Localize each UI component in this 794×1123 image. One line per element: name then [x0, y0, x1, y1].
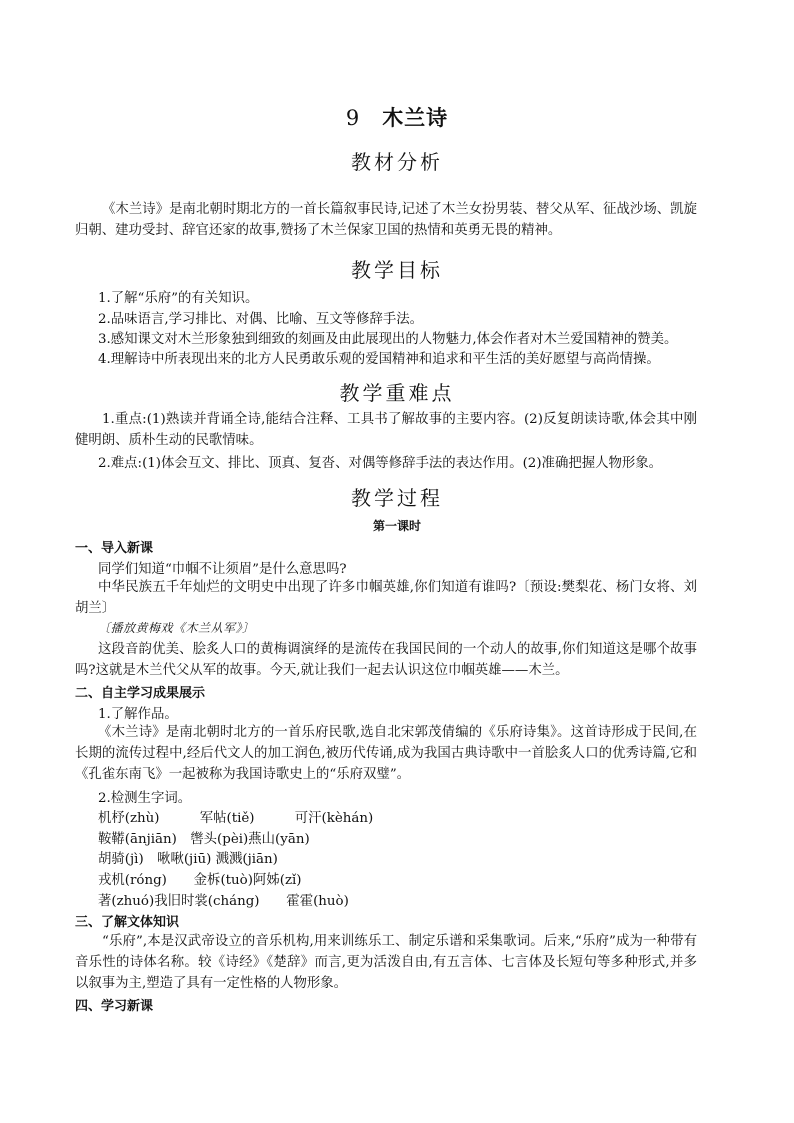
heading-intro: 一、导入新课	[75, 541, 154, 556]
section-goals-heading: 教学目标	[351, 258, 443, 282]
lesson-title	[0, 102, 794, 132]
goal-item: 1.了解“乐府”的有关知识。	[98, 291, 259, 306]
vocab-line: 戎机(róng) 金柝(tuò)阿姊(zǐ)	[98, 873, 302, 888]
vocab-line: 机杼(zhù) 军帖(tiě) 可汗(kèhán)	[98, 811, 374, 826]
goal-item: 3.感知课文对木兰形象独到细致的刻画及由此展现出的人物魅力,体会作者对木兰爱国精神的赞美。	[98, 332, 678, 347]
goal-item: 2.品味语言,学习排比、对偶、比喻、互文等修辞手法。	[98, 312, 424, 327]
intro-paragraph-2: 这段音韵优美、脍炙人口的黄梅调演绎的是流传在我国民间的一个动人的故事,你们知道这是哪个故事吗?这就是木兰代父从军的故事。今天,就让我们一起去认识这位巾帼英雄——木兰。	[75, 642, 697, 678]
section-key-heading: 教学重难点	[339, 381, 455, 405]
heading-self-study: 二、自主学习成果展示	[75, 686, 206, 701]
difficult-point-paragraph: 2.难点:(1)体会互文、排比、顶真、复沓、对偶等修辞手法的表达作用。(2)准确把握人物形象。	[98, 456, 663, 471]
lesson-number: 9	[345, 106, 361, 130]
self-study-item-2: 2.检测生字词。	[98, 791, 192, 806]
section-process-heading: 教学过程	[351, 486, 443, 510]
genre-paragraph: “乐府”,本是汉武帝设立的音乐机构,用来训练乐工、制定乐谱和采集歌词。后来,“乐府”成为一种带有音乐性的诗体名称。较《诗经》《楚辞》而言,更为活泼自由,有五言体、七言体及长短句等多种形式,并多以叙事为主,塑造了具有一定性格的人物形象。	[75, 934, 697, 991]
vocab-line: 胡骑(jì) 啾啾(jiū) 溅溅(jiān)	[98, 852, 278, 867]
work-intro-paragraph: 《木兰诗》是南北朝时北方的一首乐府民歌,选自北宋郭茂倩编的《乐府诗集》。这首诗形成于民间,在长期的流传过程中,经后代文人的加工润色,被历代传诵,成为我国古典诗歌中一首脍炙人口的优秀诗篇,它和《孔雀东南飞》一起被称为我国诗歌史上的“乐府双璧”。	[75, 725, 697, 782]
heading-new-lesson: 四、学习新课	[75, 999, 154, 1014]
key-point-paragraph: 1.重点:(1)熟读并背诵全诗,能结合注释、工具书了解故事的主要内容。(2)反复朗读诗歌,体会其中刚健明朗、质朴生动的民歌情味。	[75, 412, 697, 448]
intro-question: 同学们知道“巾帼不让须眉”是什么意思吗?	[98, 562, 347, 577]
self-study-item-1: 1.了解作品。	[98, 707, 178, 722]
vocab-line: 鞍鞯(ānjiān) 辔头(pèi)燕山(yān)	[98, 832, 310, 847]
analysis-paragraph: 《木兰诗》是南北朝时期北方的一首长篇叙事民诗,记述了木兰女扮男装、替父从军、征战沙场、凯旋归朝、建功受封、辞官还家的故事,赞扬了木兰保家卫国的热情和英勇无畏的精神。	[75, 202, 697, 238]
intro-paragraph: 中华民族五千年灿烂的文明史中出现了许多巾帼英雄,你们知道有谁吗?〔预设:樊梨花、杨门女将、刘胡兰〕	[75, 580, 697, 616]
intro-play-note: 〔播放黄梅戏《木兰从军》〕	[98, 621, 255, 635]
vocab-line: 著(zhuó)我旧时裳(cháng) 霍霍(huò)	[98, 894, 349, 909]
period-label: 第一课时	[372, 519, 421, 533]
goal-item: 4.理解诗中所表现出来的北方人民勇敢乐观的爱国精神和追求和平生活的美好愿望与高尚情操。	[98, 352, 660, 367]
lesson-title-text: 木兰诗	[382, 105, 449, 130]
heading-genre: 三、了解文体知识	[75, 915, 180, 930]
section-analysis-heading: 教材分析	[351, 150, 443, 174]
